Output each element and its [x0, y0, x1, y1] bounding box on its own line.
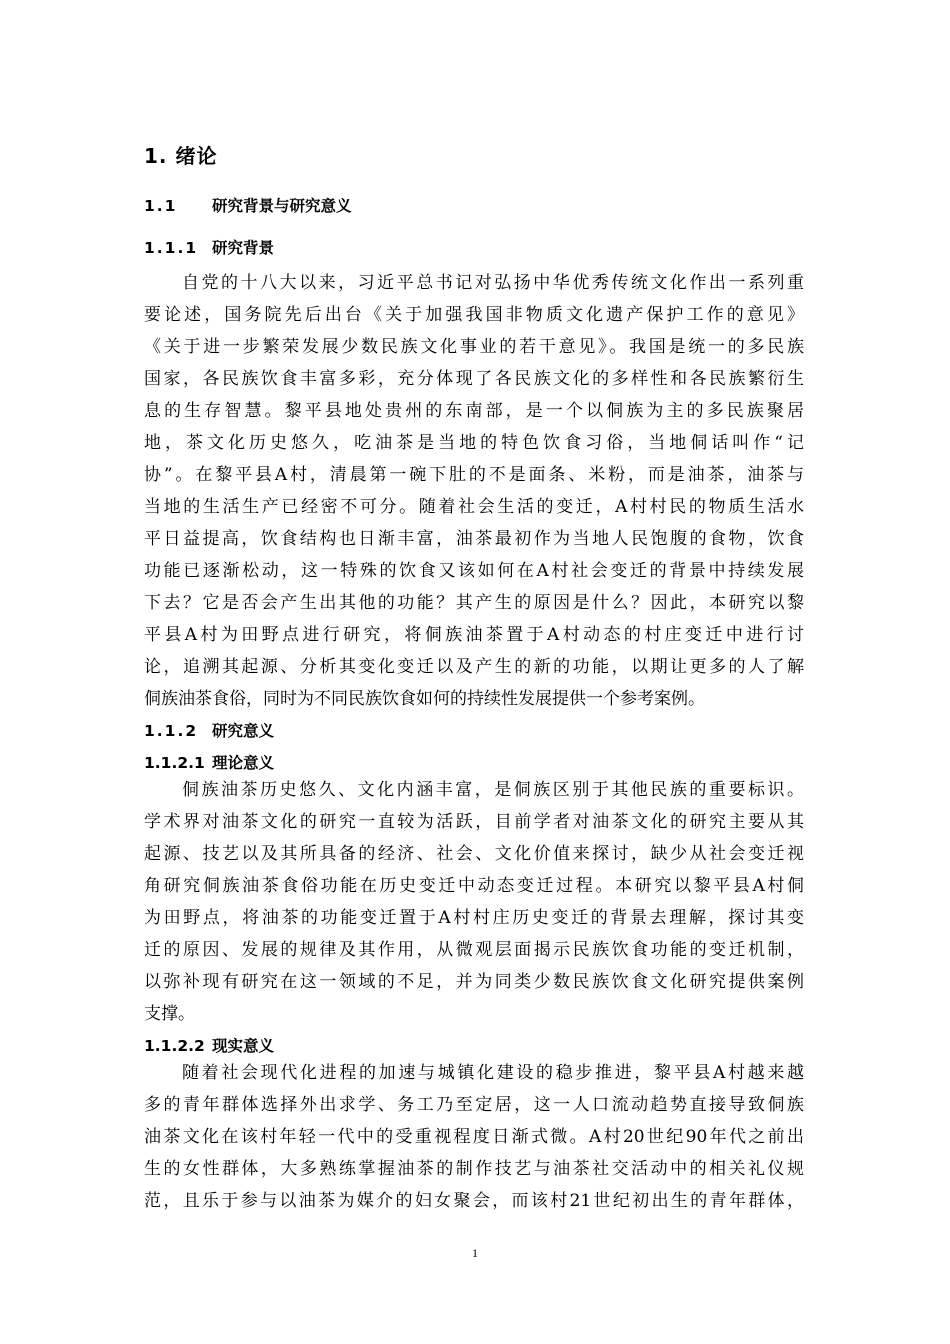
section-number: 1.1	[144, 197, 178, 215]
theory-paragraph	[144, 774, 804, 1030]
subsubsection-heading-1-1-2-2	[144, 1034, 274, 1056]
background-paragraph	[144, 267, 804, 715]
subsubsection-title: 理论意义	[212, 754, 275, 772]
paragraph-line: 自党的十八大以来，习近平总书记对弘扬中华优秀传统文化作出一系列重	[182, 273, 804, 293]
paragraph-line: 要论述，国务院先后出台《关于加强我国非物质文化遗产保护工作的意见》	[144, 305, 804, 325]
paragraph-line: 为田野点，将油茶的功能变迁置于A村村庄历史变迁的背景去理解，探讨其变	[144, 908, 804, 928]
section-title: 研究背景与研究意义	[212, 197, 352, 215]
paragraph-line: 范，且乐于参与以油茶为媒介的妇女聚会，而该村21世纪初出生的青年群体，	[144, 1191, 804, 1211]
paragraph-line: 以弥补现有研究在这一领域的不足，并为同类少数民族饮食文化研究提供案例	[144, 972, 804, 992]
section-heading-1-1	[144, 194, 352, 216]
paragraph-line: 支撑。	[144, 1004, 195, 1024]
paragraph-line: 起源、技艺以及其所具备的经济、社会、文化价值来探讨，缺少从社会变迁视	[144, 844, 804, 864]
page-number: 1	[472, 1246, 478, 1260]
practical-paragraph	[144, 1057, 804, 1217]
paragraph-line: 侗族油茶历史悠久、文化内涵丰富，是侗族区别于其他民族的重要标识。	[182, 780, 804, 800]
subsection-number: 1.1.1	[144, 239, 199, 257]
paragraph-line: 下去？它是否会产生出其他的功能？其产生的原因是什么？因此，本研究以黎	[144, 593, 804, 613]
subsubsection-heading-1-1-2-1	[144, 751, 274, 773]
paragraph-line: 学术界对油茶文化的研究一直较为活跃，目前学者对油茶文化的研究主要从其	[144, 812, 804, 832]
paragraph-line: 油茶文化在该村年轻一代中的受重视程度日渐式微。A村20世纪90年代之前出	[144, 1127, 804, 1147]
paragraph-line: 息的生存智慧。黎平县地处贵州的东南部，是一个以侗族为主的多民族聚居	[144, 401, 804, 421]
paragraph-line: 侗族油茶食俗，同时为不同民族饮食如何的持续性发展提供一个参考案例。	[144, 689, 705, 709]
chapter-heading	[144, 140, 217, 169]
subsubsection-title: 现实意义	[212, 1037, 275, 1055]
subsubsection-number: 1.1.2.1	[144, 754, 205, 772]
subsubsection-number: 1.1.2.2	[144, 1037, 205, 1055]
paragraph-line: 国家，各民族饮食丰富多彩，充分体现了各民族文化的多样性和各民族繁衍生	[144, 369, 804, 389]
subsection-number: 1.1.2	[144, 722, 199, 740]
paragraph-line: 当地的生活生产已经密不可分。随着社会生活的变迁，A村村民的物质生活水	[144, 497, 804, 517]
subsection-heading-1-1-1	[144, 236, 274, 258]
paragraph-line: 平日益提高，饮食结构也日渐丰富，油茶最初作为当地人民饱腹的食物，饮食	[144, 529, 804, 549]
paragraph-line: 平县A村为田野点进行研究，将侗族油茶置于A村动态的村庄变迁中进行讨	[144, 625, 804, 645]
paragraph-line: 功能已逐渐松动，这一特殊的饮食又该如何在A村社会变迁的背景中持续发展	[144, 561, 804, 581]
subsection-heading-1-1-2	[144, 719, 274, 741]
paragraph-line: 迁的原因、发展的规律及其作用，从微观层面揭示民族饮食功能的变迁机制，	[144, 940, 804, 960]
subsection-title: 研究背景	[212, 239, 275, 257]
subsection-title: 研究意义	[212, 722, 275, 740]
paragraph-line: 角研究侗族油茶食俗功能在历史变迁中动态变迁过程。本研究以黎平县A村侗	[144, 876, 804, 896]
paragraph-line: 地，茶文化历史悠久，吃油茶是当地的特色饮食习俗，当地侗话叫作“记	[144, 433, 804, 453]
paragraph-line: 随着社会现代化进程的加速与城镇化建设的稳步推进，黎平县A村越来越	[182, 1063, 804, 1083]
paragraph-line: 多的青年群体选择外出求学、务工乃至定居，这一人口流动趋势直接导致侗族	[144, 1095, 804, 1115]
chapter-title: 绪论	[175, 144, 218, 168]
paragraph-line: 生的女性群体，大多熟练掌握油茶的制作技艺与油茶社交活动中的相关礼仪规	[144, 1159, 804, 1179]
chapter-number: 1.	[144, 144, 168, 168]
paragraph-line: 《关于进一步繁荣发展少数民族文化事业的若干意见》。我国是统一的多民族	[144, 337, 804, 357]
paragraph-line: 协”。在黎平县A村，清晨第一碗下肚的不是面条、米粉，而是油茶，油茶与	[144, 465, 804, 485]
paragraph-line: 论，追溯其起源、分析其变化变迁以及产生的新的功能，以期让更多的人了解	[144, 657, 804, 677]
